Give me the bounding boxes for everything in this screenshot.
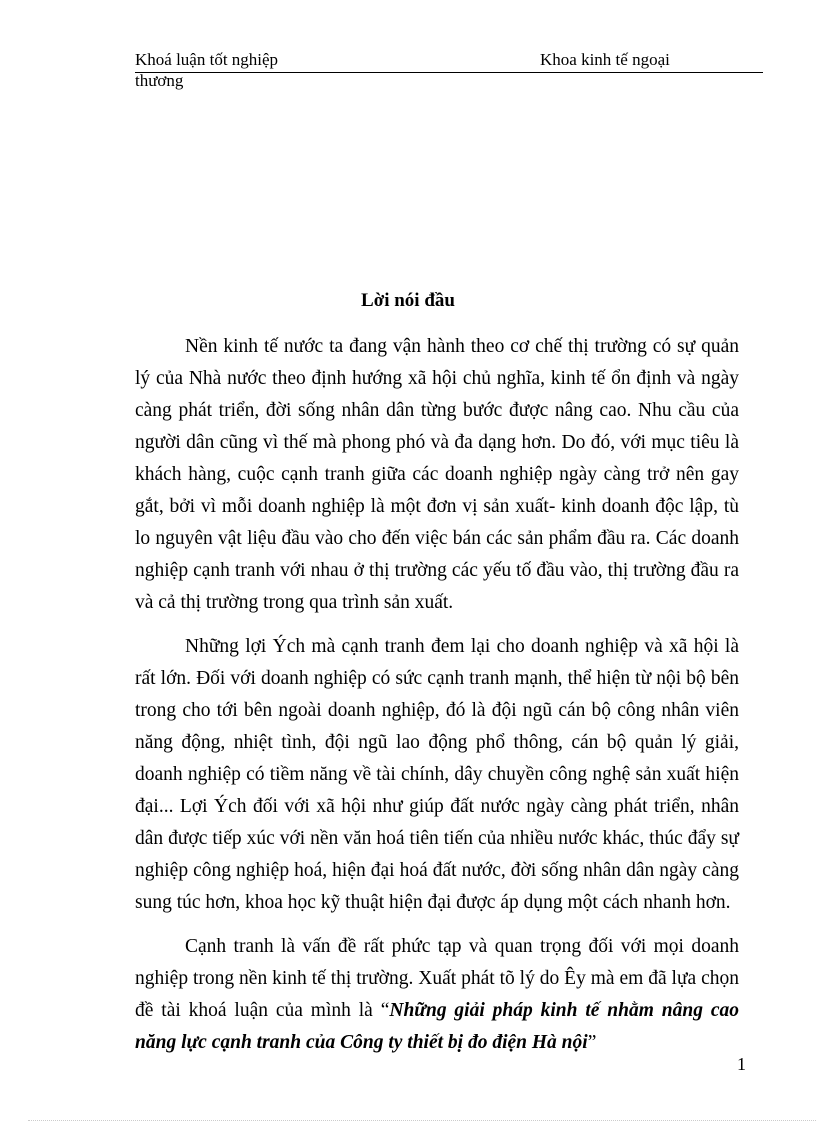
paragraph-2: Những lợi Ých mà cạnh tranh đem lại cho doanh nghiệp và xã hội là rất lớn. Đối với doanh nghiệp có sức cạnh tranh mạnh, thể hiện từ nội bộ bên trong cho tới bên ngoài doanh nghiệp, đó là đội ngũ cán bộ công nhân viên năng động, nhiệt tình, đội ngũ lao động phổ thông, cán bộ quản lý giải, doanh nghiệp có tiềm năng về tài chính, dây chuyền công nghệ sản xuất hiện đại... Lợi Ých đối với xã hội như giúp đất nước ngày càng phát triển, nhân dân được tiếp xúc với nền văn hoá tiên tiến của nhiều nước khác, thúc đẩy sự nghiệp công nghiệp hoá, hiện đại hoá đất nước, đời sống nhân dân ngày càng sung túc hơn, khoa học kỹ thuật hiện đại được áp dụng một cách nhanh hơn. bbox=[135, 636, 739, 913]
page-title: Lời nói đầu bbox=[361, 290, 455, 311]
header-right-text: Khoa kinh tế ngoại bbox=[540, 50, 670, 69]
page-header bbox=[135, 50, 763, 73]
header-left-text: Khoá luận tốt nghiệp bbox=[135, 50, 279, 69]
paragraph-3-text: Cạnh tranh là vấn đề rất phức tạp và quan trọng đối với mọi doanh nghiệp trong nền kinh tế thị trường. Xuất phát tõ lý do Êy mà em đã lựa chọn đề tài khoá luận của mình là “ bbox=[135, 936, 739, 1021]
footer-divider bbox=[28, 1120, 816, 1121]
thesis-title-emphasis: Những giải pháp kinh tế nhằm nâng cao năng lực cạnh tranh của Công ty thiết bị đo điện Hà nội bbox=[135, 1000, 739, 1053]
header-continuation-text: thương bbox=[135, 71, 184, 90]
page-number: 1 bbox=[737, 1054, 746, 1074]
paragraph-3 bbox=[135, 931, 739, 1059]
document-body bbox=[135, 331, 739, 1071]
closing-quote: ” bbox=[587, 1032, 597, 1053]
paragraph-1: Nền kinh tế nước ta đang vận hành theo cơ chế thị trường có sự quản lý của Nhà nước theo định hướng xã hội chủ nghĩa, kinh tế ổn định và ngày càng phát triển, đời sống nhân dân từng bước được nâng cao. Nhu cầu của người dân cũng vì thế mà phong phó và đa dạng hơn. Do đó, với mục tiêu là khách hàng, cuộc cạnh tranh giữa các doanh nghiệp ngày càng trở nên gay gắt, bởi vì mỗi doanh nghiệp là một đơn vị sản xuất- kinh doanh độc lập, tù lo nguyên vật liệu đầu vào cho đến việc bán các sản phẩm đầu ra. Các doanh nghiệp cạnh tranh với nhau ở thị trường các yếu tố đầu vào, thị trường đầu ra và cả thị trường trong qua trình sản xuất. bbox=[135, 336, 739, 613]
